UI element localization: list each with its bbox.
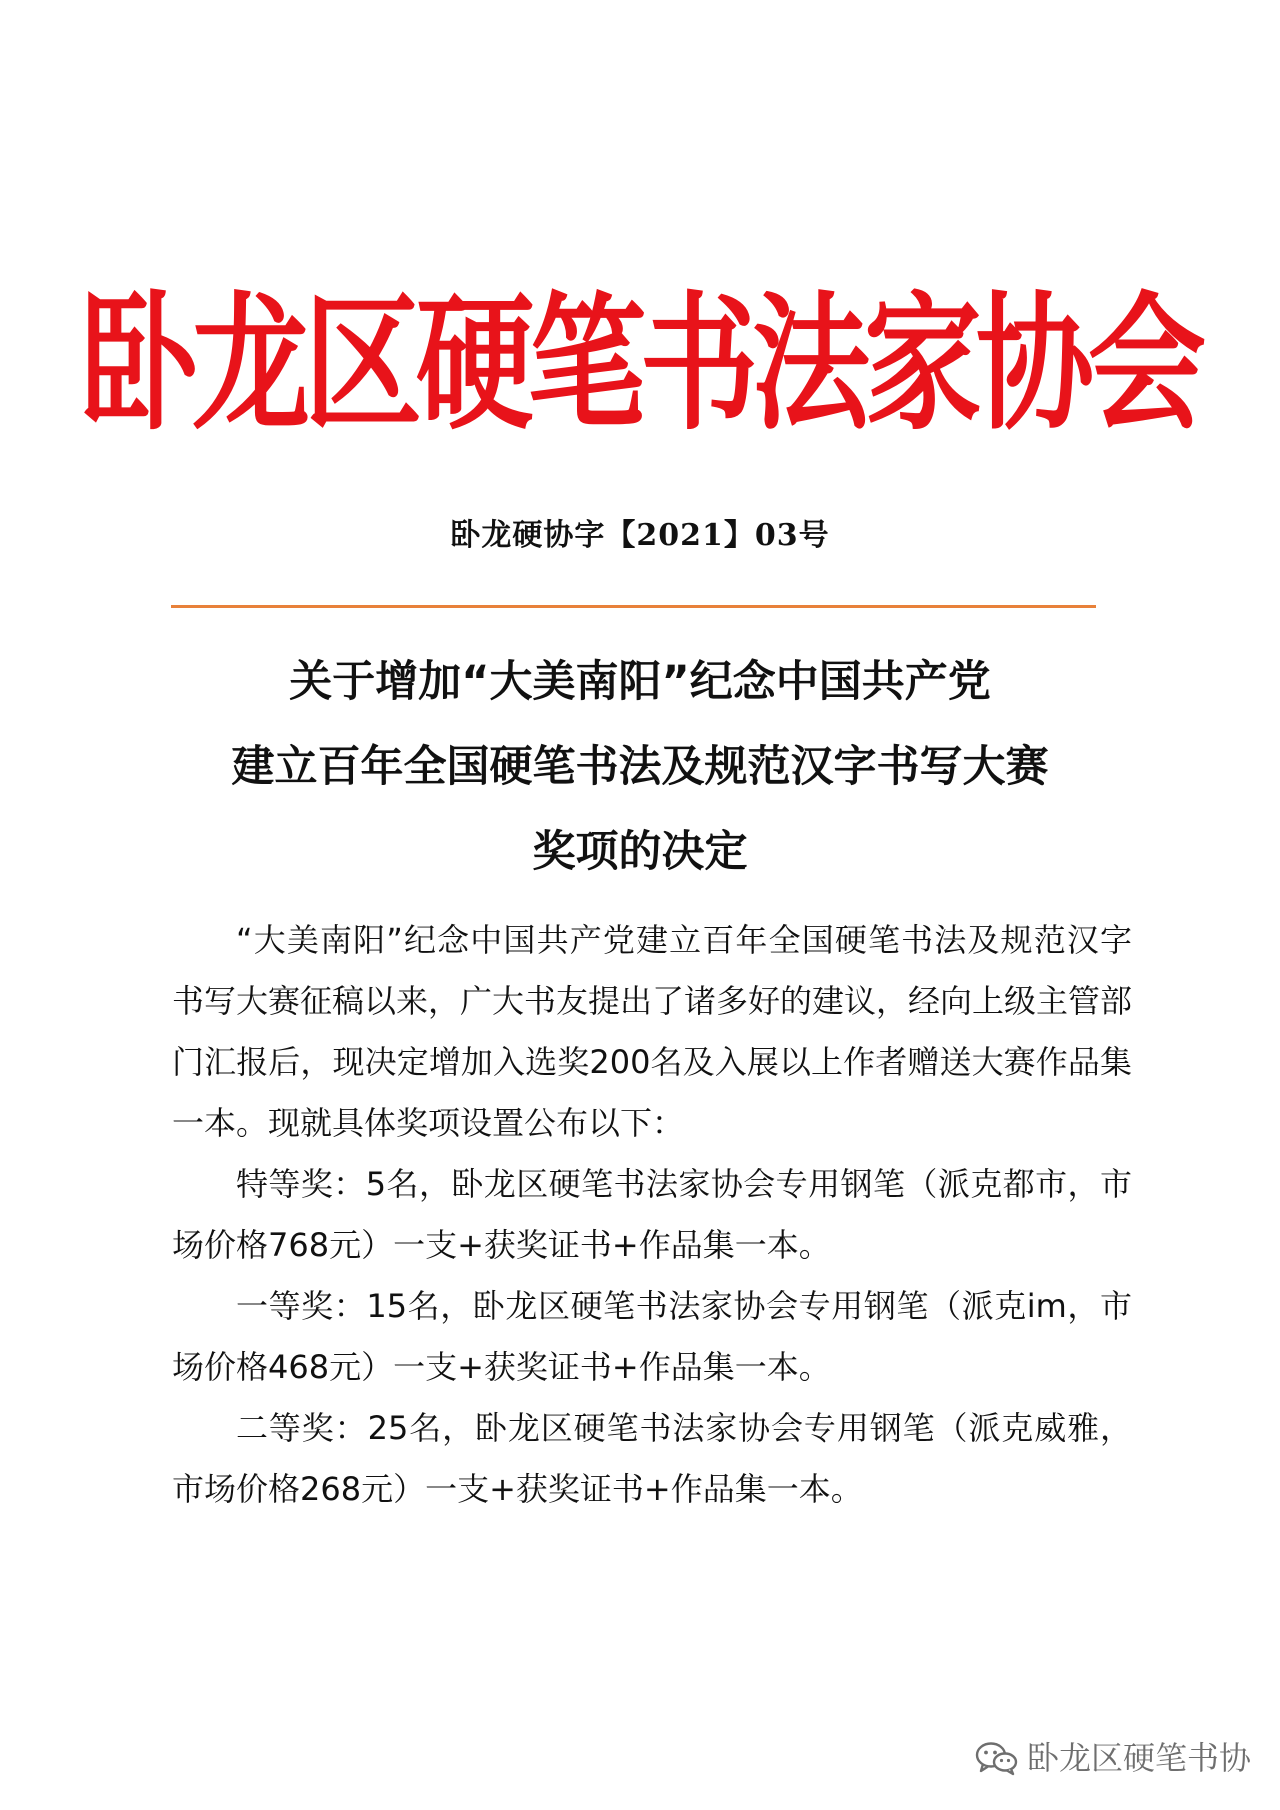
document-body xyxy=(172,910,1132,1520)
footer-account-name: 卧龙区硬笔书协 xyxy=(1027,1739,1252,1777)
special-prize-paragraph: 特等奖：5名，卧龙区硬笔书法家协会专用钢笔（派克都市，市场价格768元）一支+获奖证书+作品集一本。 xyxy=(172,1165,1132,1264)
document-number: 卧龙硬协字【2021】03号 xyxy=(450,518,830,553)
intro-paragraph: “大美南阳”纪念中国共产党建立百年全国硬笔书法及规范汉字书写大赛征稿以来，广大书友提出了诸多好的建议，经向上级主管部门汇报后，现决定增加入选奖200名及入展以上作者赠送大赛作品集一本。现就具体奖项设置公布以下： xyxy=(172,921,1133,1142)
second-prize-paragraph: 二等奖：25名，卧龙区硬笔书法家协会专用钢笔（派克威雅，市场价格268元）一支+获奖证书+作品集一本。 xyxy=(172,1409,1132,1508)
first-prize-paragraph: 一等奖：15名，卧龙区硬笔书法家协会专用钢笔（派克im，市场价格468元）一支+获奖证书+作品集一本。 xyxy=(172,1287,1132,1386)
title-line: 奖项的决定 xyxy=(532,827,748,877)
title-line: 建立百年全国硬笔书法及规范汉字书写大赛 xyxy=(231,742,1049,792)
document-title xyxy=(0,640,1280,895)
wechat-icon xyxy=(975,1740,1019,1776)
footer-watermark xyxy=(975,1738,1251,1778)
title-line: 关于增加“大美南阳”纪念中国共产党 xyxy=(289,657,991,707)
header-divider xyxy=(171,605,1096,608)
org-name-heading: 卧龙区硬笔书法家协会 xyxy=(79,276,1200,450)
